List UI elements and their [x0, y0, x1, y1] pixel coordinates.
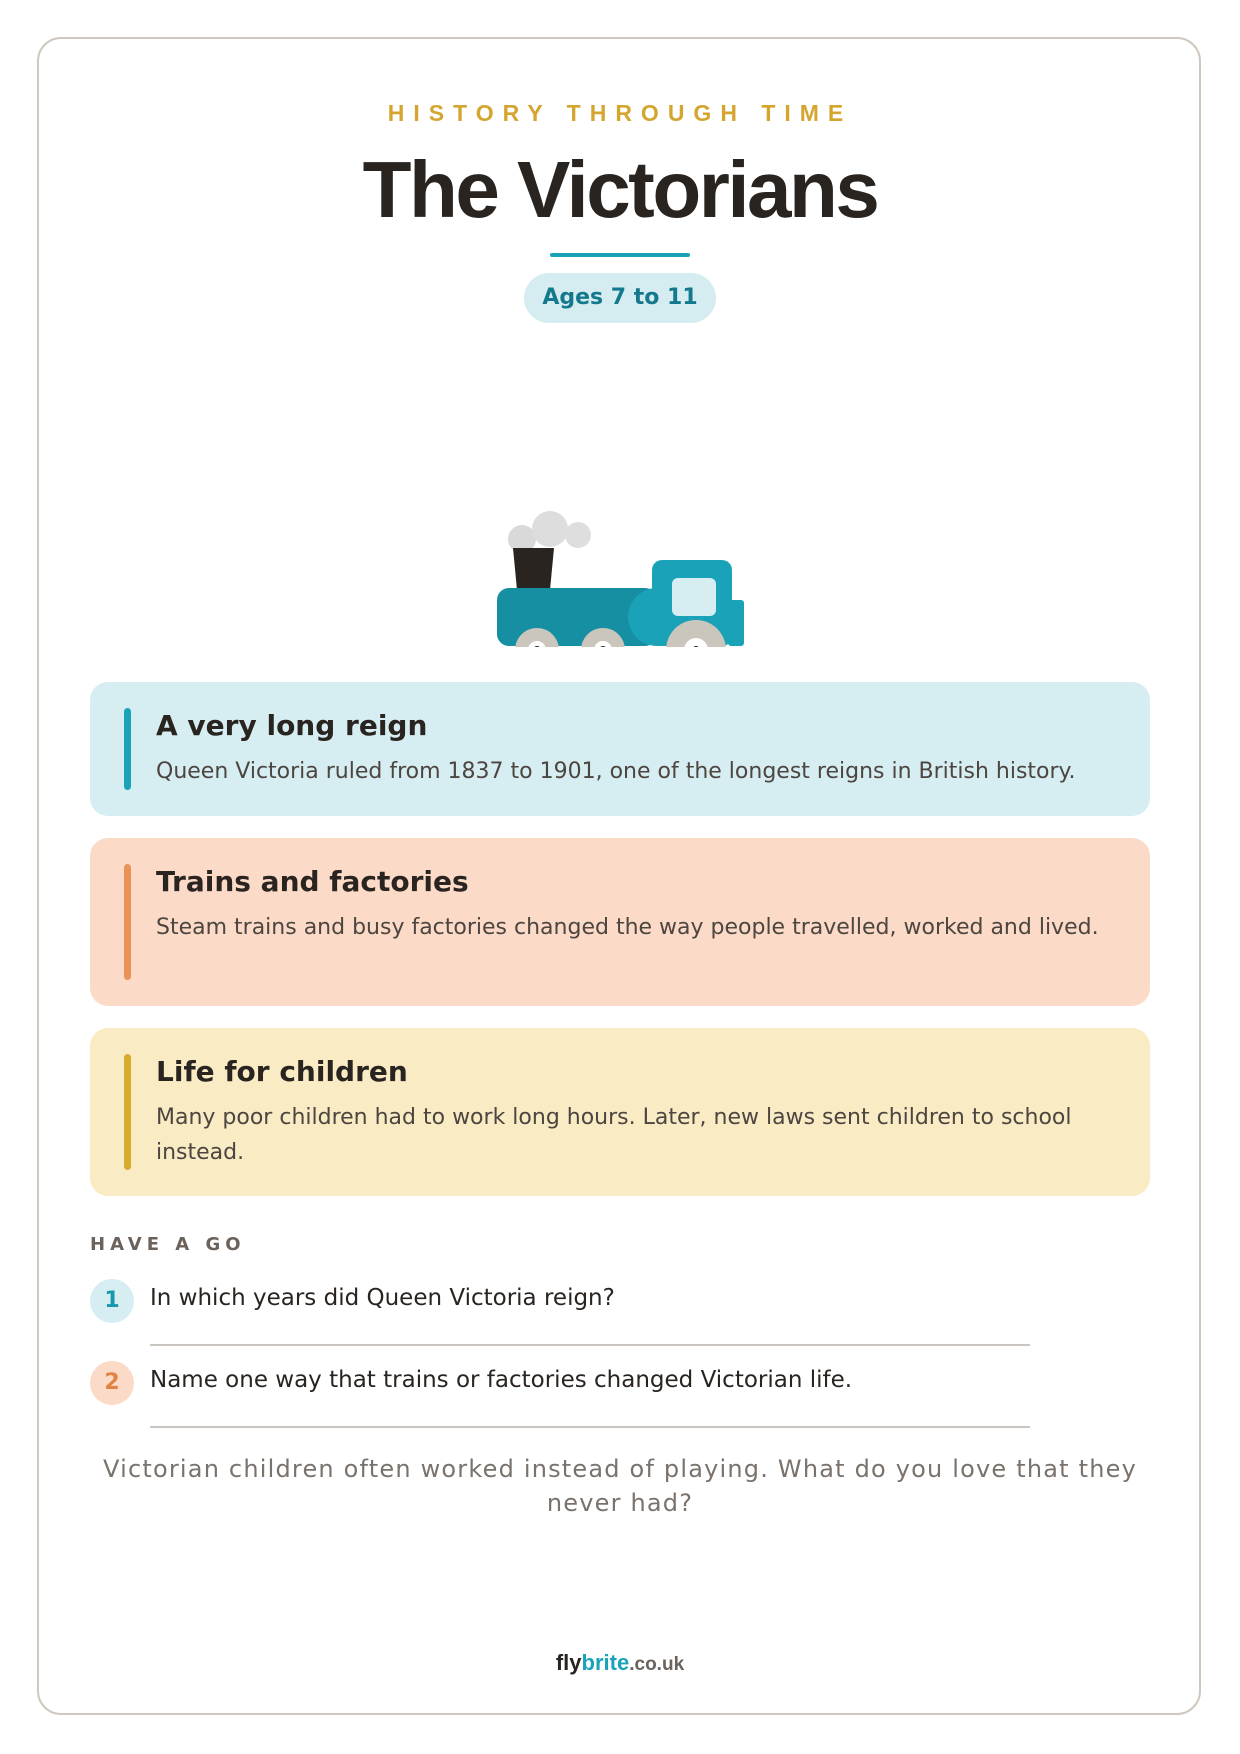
brand-name-part1: fly	[555, 1650, 582, 1675]
fact-card-reign	[90, 682, 1150, 816]
activity-section-label: HAVE A GO	[90, 1234, 246, 1255]
question-item	[90, 1274, 1030, 1326]
card-body: Many poor children had to work long hours. Later, new laws sent children to school instead.	[156, 1105, 1072, 1165]
page-title: The Victorians	[362, 145, 878, 234]
title-divider	[550, 253, 690, 257]
brand-name-part2: brite	[581, 1650, 630, 1675]
fact-card-trains	[90, 838, 1150, 1006]
brand-domain: .co.uk	[629, 1654, 685, 1675]
question-item	[90, 1356, 1030, 1408]
card-accent-bar	[124, 1054, 131, 1170]
brand-footer	[0, 1650, 1240, 1676]
card-body: Queen Victoria ruled from 1837 to 1901, one of the longest reigns in British history.	[156, 759, 1076, 784]
card-heading: Life for children	[156, 1055, 408, 1088]
question-number-badge: 2	[90, 1361, 134, 1405]
card-accent-bar	[124, 864, 131, 980]
card-accent-bar	[124, 708, 131, 790]
fact-card-children	[90, 1028, 1150, 1196]
reflection-prompt: Victorian children often worked instead of playing. What do you love that they never had?	[103, 1455, 1137, 1517]
answer-line[interactable]	[150, 1426, 1030, 1428]
age-range-badge: Ages 7 to 11	[524, 273, 716, 323]
card-body: Steam trains and busy factories changed the way people travelled, worked and lived.	[156, 915, 1099, 940]
steam-train-icon	[460, 462, 780, 647]
question-text: Name one way that trains or factories changed Victorian life.	[150, 1367, 853, 1393]
question-number-badge: 1	[90, 1279, 134, 1323]
answer-line[interactable]	[150, 1344, 1030, 1346]
eyebrow-label: HISTORY THROUGH TIME	[387, 100, 853, 126]
card-heading: A very long reign	[156, 709, 428, 742]
question-text: In which years did Queen Victoria reign?	[150, 1285, 615, 1311]
card-heading: Trains and factories	[156, 865, 469, 898]
